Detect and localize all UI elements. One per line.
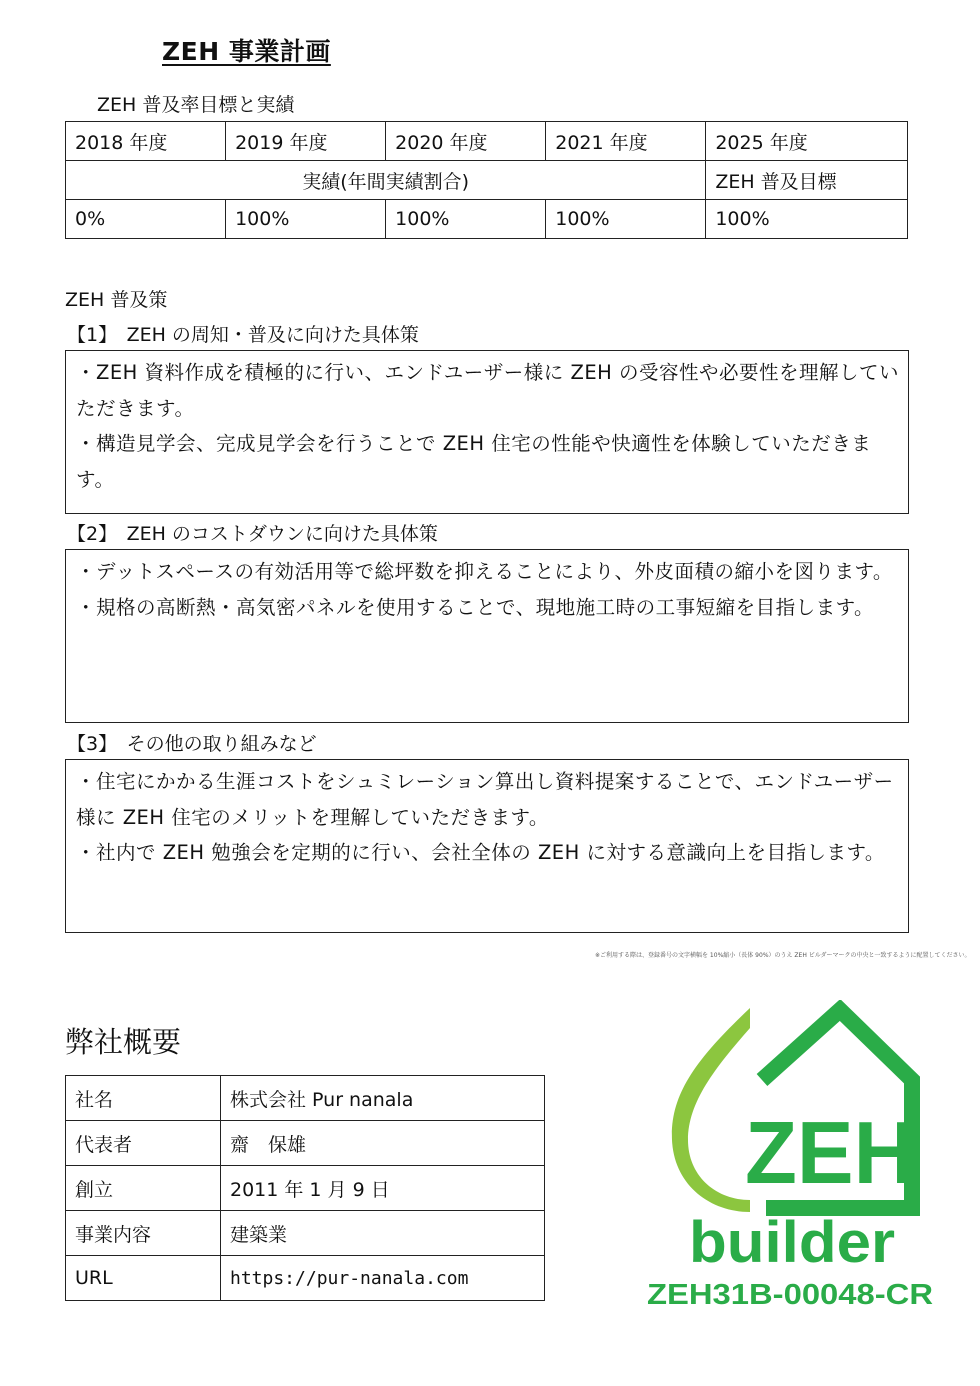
section-line: ・デットスペースの有効活用等で総坪数を抑えることにより、外皮面積の縮小を図ります。 [76,560,893,583]
logo-word-zeh: ZEH [745,1103,915,1202]
year-cell: 2025 年度 [706,122,908,161]
company-title: 弊社概要 [65,1025,182,1059]
year-cell: 2019 年度 [226,122,386,161]
company-label: 創立 [66,1166,221,1211]
section-line: ・構造見学会、完成見学会を行うことで ZEH 住宅の性能や快適性を体験していただきます。 [76,432,872,491]
year-cell: 2018 年度 [66,122,226,161]
section-line: ・住宅にかかる生涯コストをシュミレーション算出し資料提案することで、エンドユーザー様に ZEH 住宅のメリットを理解していただきます。 [76,770,894,829]
section-line: ・規格の高断熱・高気密パネルを使用することで、現地施工時の工事短縮を目指します。 [76,595,875,619]
table-row [66,161,908,200]
logo-word-builder: builder [689,1210,895,1275]
section-box-3 [65,759,909,933]
table-row [66,1121,545,1166]
registration-number: ZEH31B-00048-CR [647,1279,934,1311]
company-label: 社名 [66,1076,221,1121]
value-cell: 0% [66,200,226,239]
target-label-cell: ZEH 普及目標 [706,161,908,200]
year-cell: 2020 年度 [386,122,546,161]
table-row [66,1211,545,1256]
page-title: ZEH 事業計画 [162,37,331,66]
table-row [66,122,908,161]
section-box-1 [65,350,909,514]
value-cell: 100% [706,200,908,239]
table-row [66,1256,545,1301]
company-value: 建築業 [221,1211,545,1256]
table-row [66,200,908,239]
company-url: https://pur-nanala.com [221,1256,545,1301]
targets-heading: ZEH 普及率目標と実績 [97,94,295,116]
logo-usage-note: ※ご利用する際は、登録番号の文字横幅を 10%縮小（長体 90%）のうえ ZEH ビルダーマークの中央と一致するように配置してください。 [595,952,971,959]
value-cell: 100% [546,200,706,239]
section-box-2 [65,549,909,723]
table-row [66,1166,545,1211]
value-cell: 100% [226,200,386,239]
section-heading-2: 【2】 ZEH のコストダウンに向けた具体策 [67,523,438,545]
table-row [66,1076,545,1121]
leaf-icon [672,1008,750,1212]
year-cell: 2021 年度 [546,122,706,161]
company-value: 齋 保雄 [221,1121,545,1166]
actual-label-cell: 実績(年間実績割合) [66,161,706,200]
company-value: 株式会社 Pur nanala [221,1076,545,1121]
company-table [65,1075,545,1301]
measures-heading: ZEH 普及策 [65,289,168,311]
section-line: ・社内で ZEH 勉強会を定期的に行い、会社全体の ZEH に対する意識向上を目指します。 [76,841,885,864]
company-label: URL [66,1256,221,1301]
company-value: 2011 年 1 月 9 日 [221,1166,545,1211]
target-table [65,121,908,239]
section-heading-3: 【3】 その他の取り組みなど [67,733,317,755]
company-label: 代表者 [66,1121,221,1166]
section-heading-1: 【1】 ZEH の周知・普及に向けた具体策 [67,324,419,346]
company-label: 事業内容 [66,1211,221,1256]
zeh-builder-logo [640,1000,940,1320]
section-line: ・ZEH 資料作成を積極的に行い、エンドユーザー様に ZEH の受容性や必要性を理解していただきます。 [76,361,900,420]
value-cell: 100% [386,200,546,239]
